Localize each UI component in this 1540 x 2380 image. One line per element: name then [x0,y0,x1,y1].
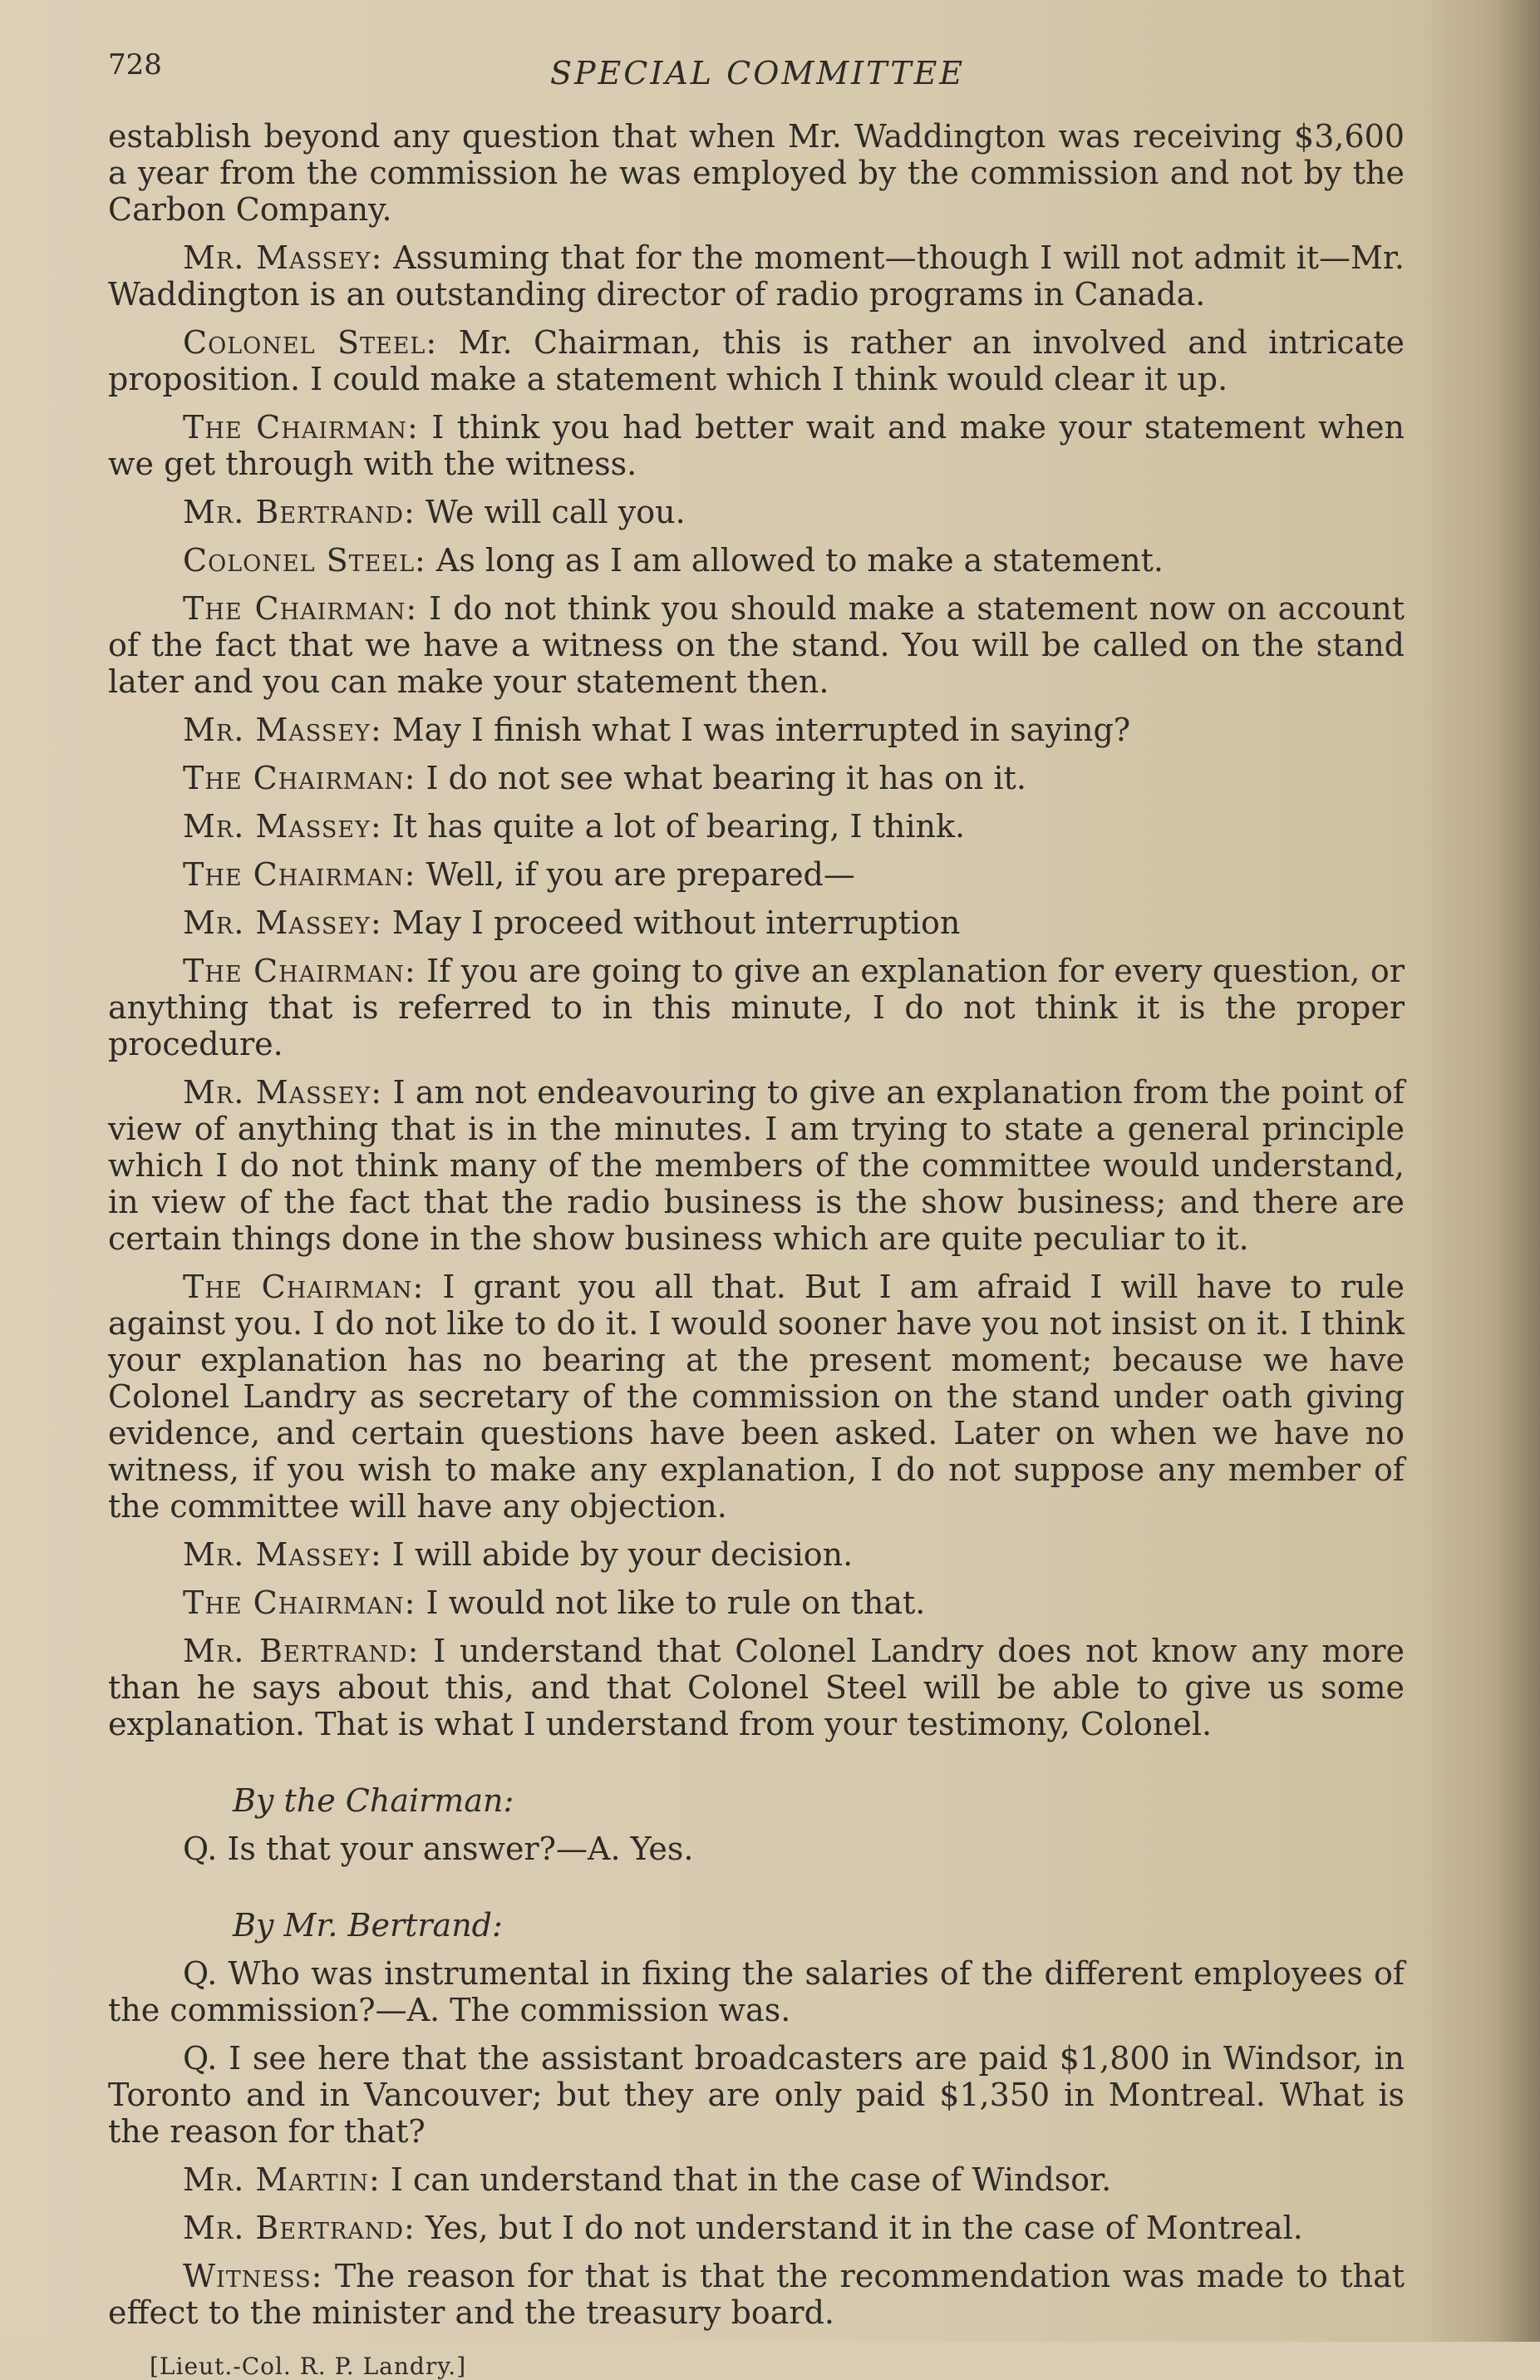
paragraph-text: I would not like to rule on that. [416,1584,926,1621]
speaker-name: Mr. Bertrand: [183,494,416,530]
paragraph-text: Well, if you are prepared— [416,856,855,893]
paragraph [108,1074,1405,1257]
speaker-name: Colonel Steel: [183,542,426,579]
paragraph-text: May I finish what I was interrupted in saying? [381,712,1131,748]
paragraph-text: establish beyond any question that when Mr. Waddington was receiving $3,600 a year from the commission he was employed by the commission and not by the Carbon Company. [108,118,1405,228]
paragraph-text: Q. Is that your answer?—A. Yes. [183,1831,694,1867]
paragraph-text: Assuming that for the moment—though I will not admit it—Mr. Waddington is an outstanding director of radio programs in Canada. [108,239,1405,313]
speaker-name: Mr. Massey: [183,1074,383,1111]
paragraph [108,324,1405,397]
paragraph [108,2210,1405,2246]
page-header [100,48,1415,98]
page-number: 728 [108,48,162,81]
paragraph-text: Q. Who was instrumental in fixing the salaries of the different employees of the commission?—A. The commission was. [108,1955,1405,2028]
paragraph-text: I think you had better wait and make your statement when we get through with the witness. [108,409,1405,482]
paragraph [108,494,1405,530]
paragraph-text: I do not think you should make a statement now on account of the fact that we have a witness on the stand. You will be called on the stand later and you can make your statement then. [108,590,1405,700]
paragraph [108,808,1405,845]
paragraph-text: The reason for that is that the recommendation was made to that effect to the minister and the treasury board. [108,2258,1405,2331]
section-heading: By the Chairman: [233,1782,514,1819]
paragraph [108,712,1405,748]
paragraph [108,1955,1405,2028]
paragraph [108,904,1405,941]
speaker-name: The Chairman: [183,590,418,627]
paragraph [108,953,1405,1062]
paragraph [108,1536,1405,1573]
paragraph-text: Q. I see here that the assistant broadcasters are paid $1,800 in Windsor, in Toronto and in Vancouver; but they are only paid $1,350 in Montreal. What is the reason for that? [108,2040,1405,2150]
speaker-name: Witness: [183,2258,323,2294]
speaker-name: Mr. Massey: [183,1536,382,1573]
paragraph [108,590,1405,700]
body-text [108,118,1405,2380]
paragraph-text: As long as I am allowed to make a statement. [426,542,1164,579]
paragraph-text: I can understand that in the case of Windsor. [380,2161,1112,2198]
paragraph-text: Mr. Chairman, this is rather an involved and intricate proposition. I could make a statement which I think would clear it up. [108,324,1405,397]
paragraph-text: I am not endeavouring to give an explanation from the point of view of anything that is in the minutes. I am trying to state a general principle which I do not think many of the members of the committee would understand, in view of the fact that the radio business is the show business; and there are certain things done in the show business which are quite peculiar to it. [108,1074,1405,1257]
paragraph-text: Yes, but I do not understand it in the case of Montreal. [415,2210,1303,2246]
paragraph-text: We will call you. [415,494,686,530]
paragraph [108,856,1405,893]
paragraph [108,1831,1405,1867]
paragraph [108,239,1405,313]
speaker-name: The Chairman: [183,1584,416,1621]
paragraph [108,760,1405,796]
paragraph-text: It has quite a lot of bearing, I think. [381,808,966,845]
speaker-name: Mr. Massey: [183,712,382,748]
speaker-name: Colonel Steel: [183,324,438,361]
paragraph-text: I do not see what bearing it has on it. [416,760,1026,796]
paragraph [108,118,1405,228]
paragraph [108,1269,1405,1525]
paragraph-text: I understand that Colonel Landry does not know any more than he says about this, and that Colonel Steel will be able to give us some explanation. That is what I understand from your testimony, Colonel. [108,1633,1405,1742]
running-head: SPECIAL COMMITTEE [549,55,966,91]
paragraph [108,2161,1405,2198]
speaker-name: Mr. Martin: [183,2161,381,2198]
paragraph [108,409,1405,482]
footer-note: [Lieut.-Col. R. P. Landry.] [150,2353,467,2380]
speaker-name: Mr. Bertrand: [183,1633,420,1669]
paragraph-text: I will abide by your decision. [381,1536,854,1573]
speaker-name: Mr. Massey: [183,808,382,845]
paragraph [108,2040,1405,2150]
speaker-name: The Chairman: [183,953,416,989]
paragraph [108,1633,1405,1742]
paragraph [108,1584,1405,1621]
speaker-name: Mr. Bertrand: [183,2210,416,2246]
paragraph-text: May I proceed without interruption [381,904,961,941]
speaker-name: Mr. Massey: [183,904,382,941]
section-heading: By Mr. Bertrand: [233,1907,503,1944]
speaker-name: Mr. Massey: [183,239,383,276]
speaker-name: The Chairman: [183,856,416,893]
paragraph-text: I grant you all that. But I am afraid I will have to rule against you. I do not like to do it. I would sooner have you not insist on it. I think your explanation has no bearing at the present moment; because we have Colonel Landry as secretary of the commission on the stand under oath giving evidence, and certain questions have been asked. Later on when we have no witness, if you wish to make any explanation, I do not suppose any member of the committee will have any objection. [108,1269,1405,1525]
paragraph-text: If you are going to give an explanation for every question, or anything that is referred to in this minute, I do not think it is the proper procedure. [108,953,1405,1062]
speaker-name: The Chairman: [183,409,419,446]
speaker-name: The Chairman: [183,1269,425,1305]
paragraph [108,2258,1405,2331]
paragraph [108,542,1405,579]
speaker-name: The Chairman: [183,760,416,796]
